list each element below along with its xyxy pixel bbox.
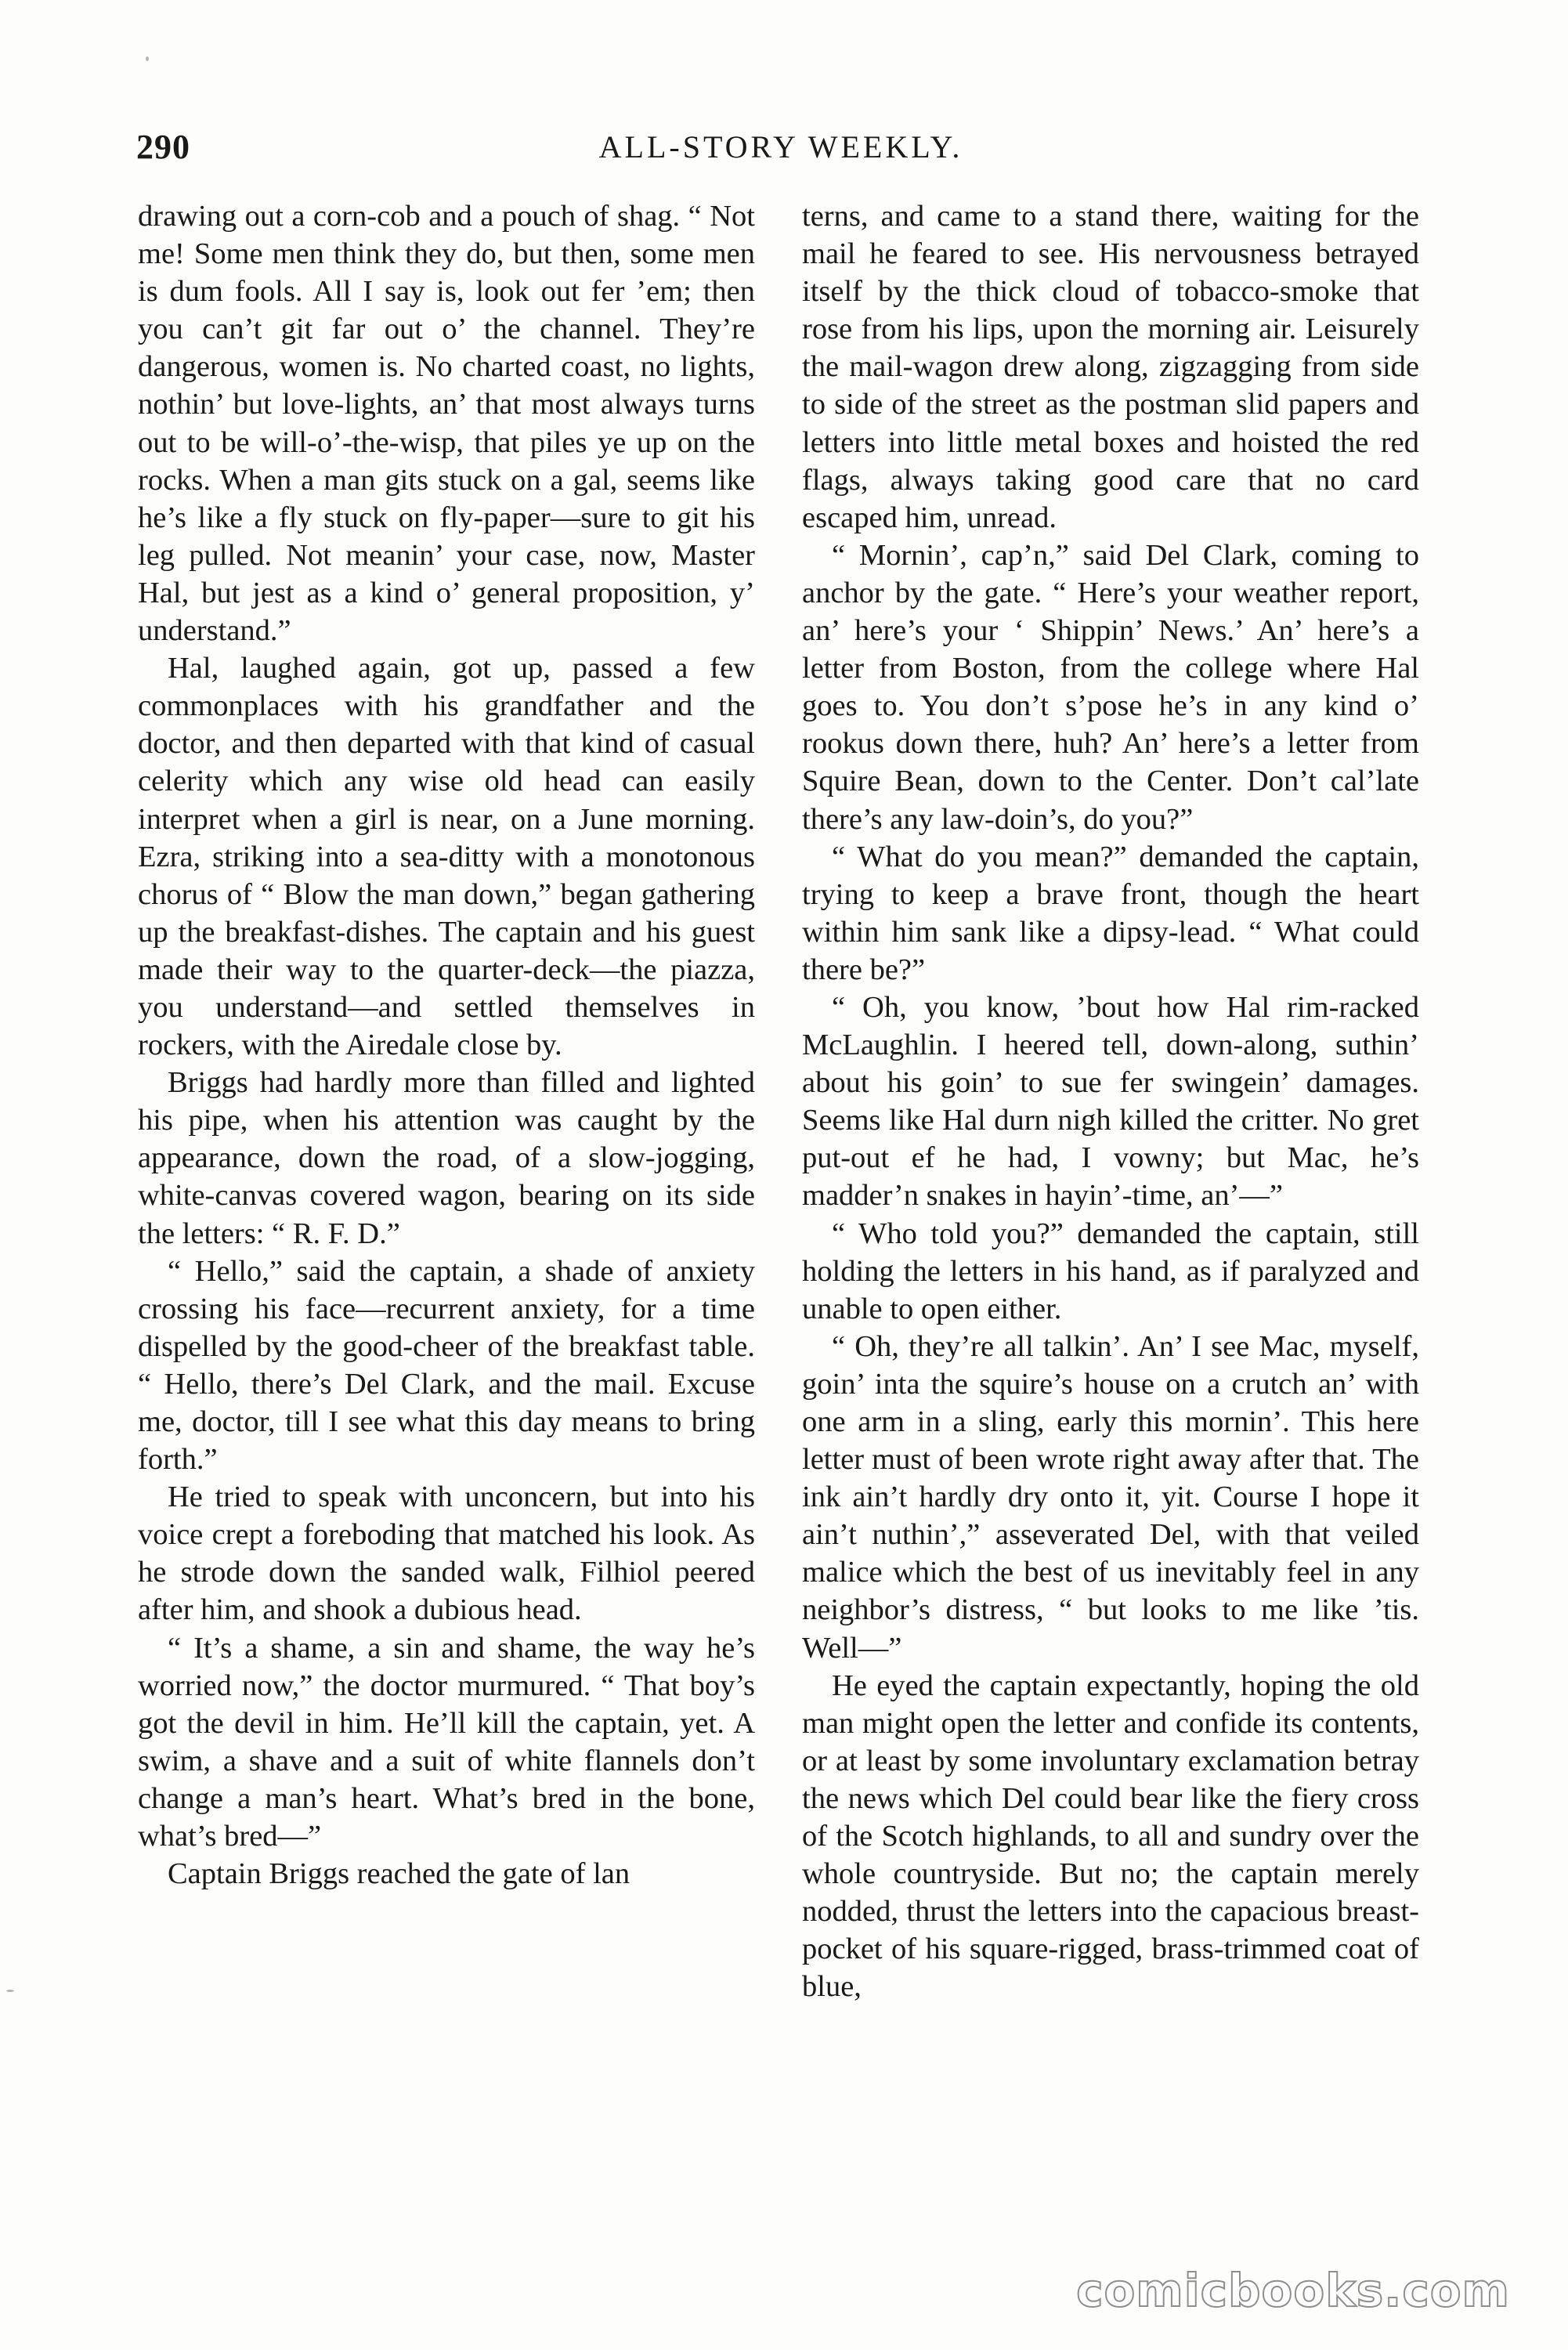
- paragraph: terns, and came to a stand there, waiting for the mail he feared to see. His nervousness betrayed itself by the thick cloud of tobacco-smoke that rose from his lips, upon the morning air. Leisurely the mail-wagon drew along, zigzagging from side to side of the street as the postman slid papers and letters into little metal boxes and hoisted the red flags, always taking good care that no card escaped him, unread.: [802, 200, 1419, 534]
- page-number: 290: [136, 128, 190, 166]
- journal-title: ALL-STORY WEEKLY.: [598, 129, 963, 164]
- paragraph: He tried to speak with unconcern, but into his voice crept a foreboding that matched his look. As he strode down the sanded walk, Filhiol peered after him, and shook a dubious head.: [138, 1480, 755, 1627]
- running-header: [136, 127, 1425, 174]
- paragraph: drawing out a corn-cob and a pouch of shag. “ Not me! Some men think they do, but then, some men is dum fools. All I say is, look out fer ’em; then you can’t git far out o’ the channel. They’re dangerous, women is. No charted coast, no lights, nothin’ but love-lights, an’ that most always turns out to be will-o’-the-wisp, that piles ye up on the rocks. When a man gits stuck on a gal, seems like he’s like a fly stuck on fly-paper—sure to git his leg pulled. Not meanin’ your case, now, Master Hal, but jest as a kind o’ general proposition, y’ understand.”: [138, 200, 755, 648]
- scan-speck: [146, 56, 149, 61]
- paragraph: “ Oh, you know, ’bout how Hal rim-racked McLaughlin. I heered tell, down-along, suthin’ about his goin’ to sue fer swingein’ damages. Seems like Hal durn nigh killed the critter. No gret put-out ef he had, I vowny; but Mac, he’s madder’n snakes in hayin’-time, an’—”: [802, 990, 1419, 1213]
- paragraph: Captain Briggs reached the gate of lan: [168, 1857, 630, 1891]
- paragraph: “ Mornin’, cap’n,” said Del Clark, coming to anchor by the gate. “ Here’s your weather report, an’ here’s your ‘ Shippin’ News.’ An’ here’s a letter from Boston, from the college where Hal goes to. You don’t s’pose he’s in any kind o’ rookus down there, huh? An’ here’s a letter from Squire Bean, down to the Center. Don’t cal’late there’s any law-doin’s, do you?”: [802, 538, 1419, 836]
- paragraph: “ Hello,” said the captain, a shade of anxiety crossing his face—recurrent anxiety, for a time dispelled by the good-cheer of the breakfast table. “ Hello, there’s Del Clark, and the mail. Excuse me, doctor, till I see what this day means to bring forth.”: [138, 1254, 755, 1477]
- paragraph: Briggs had hardly more than filled and lighted his pipe, when his attention was caught by the appearance, down the road, of a slow-jogging, white-canvas covered wagon, bearing on its side the letters: “ R. F. D.”: [138, 1066, 755, 1250]
- scan-speck: [6, 1990, 14, 1992]
- paragraph: Hal, laughed again, got up, passed a few commonplaces with his grandfather and the doctor, and then departed with that kind of casual celerity which any wise old head can easily interpret when a girl is near, on a June morning. Ezra, striking into a sea-ditty with a monotonous chorus of “ Blow the man down,” began gathering up the breakfast-dishes. The captain and his guest made their way to the quarter-deck—the piazza, you understand—and settled themselves in rockers, with the Airedale close by.: [138, 652, 755, 1062]
- paragraph: “ Who told you?” demanded the captain, still holding the letters in his hand, as if paralyzed and unable to open either.: [802, 1217, 1419, 1325]
- watermark-logo: comicbooks.com: [1076, 2264, 1510, 2317]
- right-column: [802, 197, 1419, 2006]
- paragraph: “ Oh, they’re all talkin’. An’ I see Mac, myself, goin’ inta the squire’s house on a crutch an’ with one arm in a sling, early this mornin’. This here letter must of been wrote right away after that. The ink ain’t hardly dry onto it, yit. Course I hope it ain’t nuthin’,” asseverated Del, with that veiled malice which the best of us inevitably feel in any neighbor’s distress, “ but looks to me like ’tis. Well—”: [802, 1329, 1419, 1665]
- paragraph: He eyed the captain expectantly, hoping the old man might open the letter and confide its contents, or at least by some involuntary exclamation betray the news which Del could bear like the fiery cross of the Scotch highlands, to all and sundry over the whole countryside. But no; the captain merely nodded, thrust the letters into the capacious breast-pocket of his square-rigged, brass-trimmed coat of blue,: [802, 1668, 1419, 2004]
- paragraph: “ It’s a shame, a sin and shame, the way he’s worried now,” the doctor murmured. “ That boy’s got the devil in him. He’ll kill the captain, yet. A swim, a shave and a suit of white flannels don’t change a man’s heart. What’s bred in the bone, what’s bred—”: [138, 1631, 755, 1853]
- paragraph: “ What do you mean?” demanded the captain, trying to keep a brave front, though the heart within him sank like a dipsy-lead. “ What could there be?”: [802, 840, 1419, 986]
- left-column: [138, 197, 755, 1893]
